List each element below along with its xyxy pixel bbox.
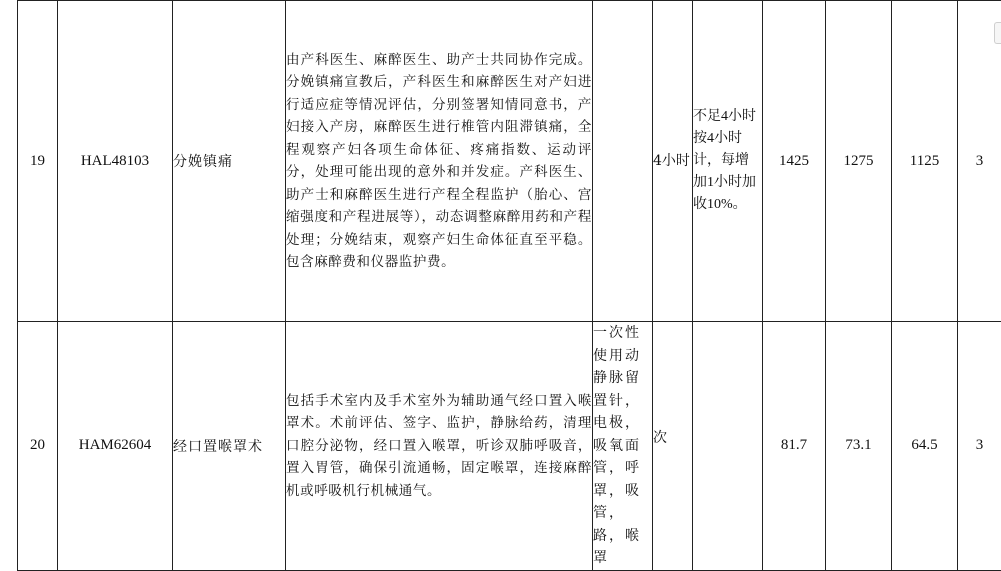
item-description: 由产科医生、麻醉医生、助产士共同协作完成。分娩镇痛宣教后，产科医生和麻醉医生对产妇进行适应症等情况评估，分别签署知情同意书，产妇接入产房，麻醉医生进行椎管内阻滞镇痛，全程观察产妇各项生命体征、疼痛指数、运动评分，处理可能出现的意外和并发症。产科医生、助产士和麻醉医生进行产程全程监护（胎心、宫缩强度和产程进展等），动态调整麻醉用药和产程处理；分娩结束，观察产妇生命体征直至平稳。包含麻醉费和仪器监护费。: [286, 1, 593, 322]
pricing-table: [17, 0, 1001, 571]
item-number: 20: [18, 322, 58, 571]
item-level: 3: [958, 1, 1001, 322]
item-unit: 次: [653, 430, 667, 446]
item-description: 包括手术室内及手术室外为辅助通气经口置入喉罩术。术前评估、签字、监护，静脉给药，清理口腔分泌物，经口置入喉罩，听诊双肺呼吸音，置入胃管，确保引流通畅，固定喉罩，连接麻醉机或呼吸机行机械通气。: [286, 322, 593, 571]
side-scroll-tab[interactable]: [994, 22, 1001, 44]
item-name: 分娩镇痛: [173, 1, 286, 322]
price-tier-3: 1125: [892, 1, 958, 322]
table-row: [18, 1, 1001, 322]
item-code: HAL48103: [58, 1, 173, 322]
item-excluded: 一次性使用动静脉留置针，电极，吸氧面管，呼罩，吸管，路，喉罩: [593, 322, 653, 571]
table-row: [18, 322, 1001, 571]
item-excluded: [593, 1, 653, 322]
price-tier-2: 1275: [826, 1, 892, 322]
item-note: 不足4小时按4小时计，每增加1小时加收10%。: [693, 1, 763, 322]
item-unit: 4小时: [653, 1, 693, 322]
item-name: 经口置喉罩术: [173, 322, 286, 571]
price-tier-3: 64.5: [892, 322, 958, 571]
item-code: HAM62604: [58, 322, 173, 571]
price-tier-2: 73.1: [826, 322, 892, 571]
item-level: 3: [958, 322, 1001, 571]
price-tier-1: 1425: [763, 1, 826, 322]
item-unit-cell: [653, 322, 693, 571]
price-tier-1: 81.7: [763, 322, 826, 571]
item-note: [693, 322, 763, 571]
item-number: 19: [18, 1, 58, 322]
